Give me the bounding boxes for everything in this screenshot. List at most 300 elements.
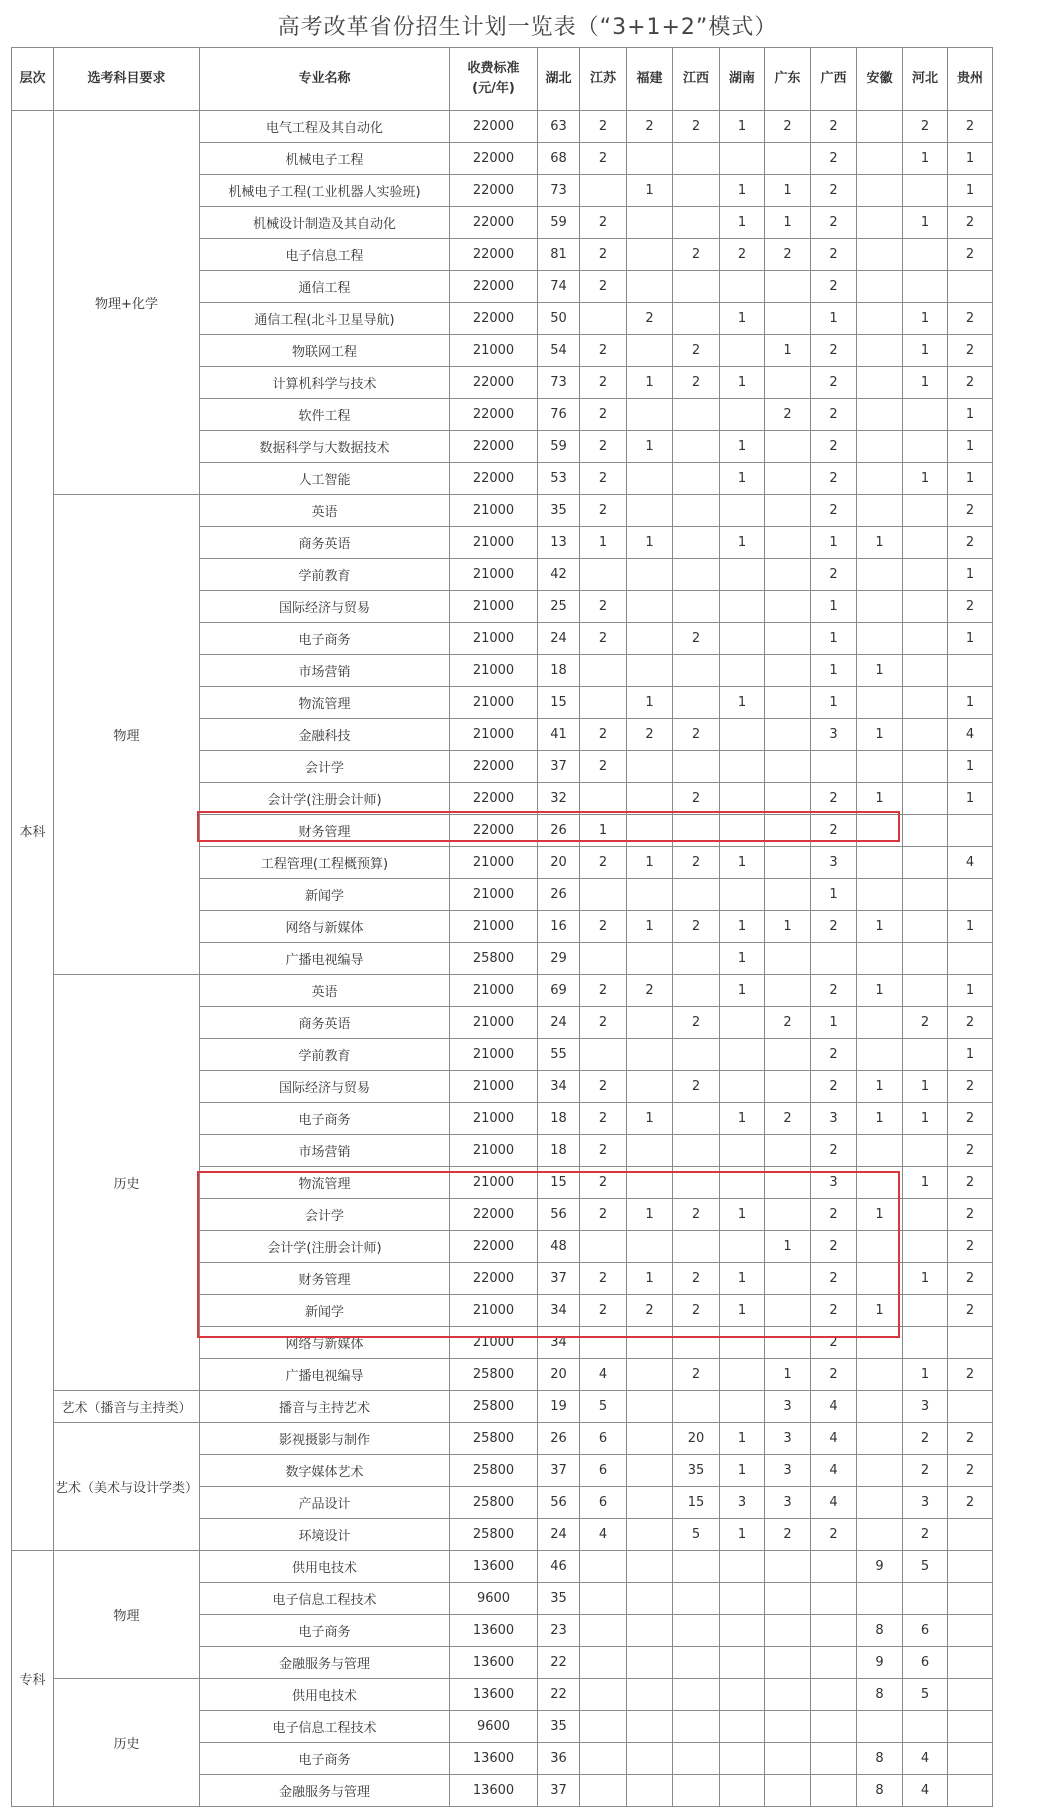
quota-cell: 1 bbox=[857, 911, 903, 943]
fee-cell: 22000 bbox=[450, 271, 538, 303]
quota-cell bbox=[673, 1231, 720, 1263]
quota-cell: 2 bbox=[811, 815, 857, 847]
quota-cell: 4 bbox=[580, 1359, 627, 1391]
quota-cell bbox=[720, 783, 765, 815]
quota-cell bbox=[765, 1167, 811, 1199]
quota-cell: 4 bbox=[948, 719, 993, 751]
major-name-cell: 网络与新媒体 bbox=[200, 1327, 450, 1359]
quota-cell: 2 bbox=[580, 1007, 627, 1039]
quota-cell bbox=[765, 1679, 811, 1711]
quota-cell bbox=[580, 1583, 627, 1615]
fee-cell: 13600 bbox=[450, 1647, 538, 1679]
quota-cell bbox=[580, 175, 627, 207]
quota-cell bbox=[720, 1647, 765, 1679]
quota-cell bbox=[765, 1551, 811, 1583]
quota-cell: 3 bbox=[811, 847, 857, 879]
quota-cell: 1 bbox=[765, 1231, 811, 1263]
major-name-cell: 金融科技 bbox=[200, 719, 450, 751]
header-province: 江苏 bbox=[580, 48, 627, 111]
major-name-cell: 商务英语 bbox=[200, 1007, 450, 1039]
quota-cell bbox=[948, 1711, 993, 1743]
quota-cell: 8 bbox=[857, 1743, 903, 1775]
quota-cell bbox=[857, 1487, 903, 1519]
quota-cell: 74 bbox=[538, 271, 580, 303]
quota-cell: 1 bbox=[903, 1359, 948, 1391]
quota-cell bbox=[903, 495, 948, 527]
quota-cell bbox=[765, 943, 811, 975]
major-name-cell: 电子信息工程技术 bbox=[200, 1711, 450, 1743]
quota-cell bbox=[857, 1167, 903, 1199]
quota-cell bbox=[627, 591, 673, 623]
fee-cell: 21000 bbox=[450, 495, 538, 527]
quota-cell: 1 bbox=[903, 367, 948, 399]
quota-cell: 2 bbox=[948, 1295, 993, 1327]
quota-cell: 2 bbox=[811, 495, 857, 527]
quota-cell: 2 bbox=[765, 1007, 811, 1039]
quota-cell: 8 bbox=[857, 1775, 903, 1807]
quota-cell bbox=[765, 1295, 811, 1327]
quota-cell: 2 bbox=[580, 1071, 627, 1103]
quota-cell: 1 bbox=[948, 143, 993, 175]
quota-cell bbox=[720, 1071, 765, 1103]
fee-cell: 21000 bbox=[450, 1327, 538, 1359]
quota-cell: 1 bbox=[720, 1199, 765, 1231]
quota-cell: 2 bbox=[948, 111, 993, 143]
subject-requirement-cell: 艺术（播音与主持类） bbox=[54, 1391, 200, 1423]
quota-cell: 2 bbox=[811, 463, 857, 495]
quota-cell: 35 bbox=[538, 495, 580, 527]
quota-cell bbox=[673, 1583, 720, 1615]
quota-cell: 2 bbox=[903, 1423, 948, 1455]
quota-cell: 2 bbox=[765, 399, 811, 431]
quota-cell: 2 bbox=[580, 1167, 627, 1199]
quota-cell: 15 bbox=[538, 687, 580, 719]
quota-cell bbox=[580, 1039, 627, 1071]
quota-cell bbox=[857, 1711, 903, 1743]
quota-cell bbox=[765, 1647, 811, 1679]
quota-cell: 1 bbox=[948, 559, 993, 591]
quota-cell bbox=[673, 943, 720, 975]
quota-cell: 3 bbox=[903, 1391, 948, 1423]
quota-cell bbox=[765, 591, 811, 623]
quota-cell bbox=[857, 463, 903, 495]
quota-cell bbox=[903, 1231, 948, 1263]
quota-cell bbox=[673, 1039, 720, 1071]
quota-cell bbox=[720, 719, 765, 751]
quota-cell: 1 bbox=[948, 751, 993, 783]
quota-cell bbox=[903, 175, 948, 207]
quota-cell: 81 bbox=[538, 239, 580, 271]
fee-cell: 21000 bbox=[450, 847, 538, 879]
quota-cell bbox=[720, 1583, 765, 1615]
major-name-cell: 软件工程 bbox=[200, 399, 450, 431]
fee-cell: 22000 bbox=[450, 303, 538, 335]
fee-cell: 13600 bbox=[450, 1615, 538, 1647]
major-name-cell: 会计学(注册会计师) bbox=[200, 783, 450, 815]
quota-cell: 5 bbox=[673, 1519, 720, 1551]
quota-cell: 1 bbox=[857, 1071, 903, 1103]
quota-cell: 1 bbox=[857, 527, 903, 559]
quota-cell: 1 bbox=[857, 1295, 903, 1327]
quota-cell: 2 bbox=[580, 975, 627, 1007]
quota-cell bbox=[765, 1615, 811, 1647]
quota-cell bbox=[765, 719, 811, 751]
quota-cell: 1 bbox=[627, 847, 673, 879]
quota-cell: 32 bbox=[538, 783, 580, 815]
quota-cell: 3 bbox=[811, 1167, 857, 1199]
quota-cell bbox=[857, 1583, 903, 1615]
quota-cell: 2 bbox=[903, 1519, 948, 1551]
quota-cell: 2 bbox=[811, 559, 857, 591]
major-name-cell: 会计学(注册会计师) bbox=[200, 1231, 450, 1263]
quota-cell: 2 bbox=[673, 719, 720, 751]
header-province: 福建 bbox=[627, 48, 673, 111]
major-name-cell: 工程管理(工程概预算) bbox=[200, 847, 450, 879]
quota-cell bbox=[948, 271, 993, 303]
quota-cell bbox=[765, 1711, 811, 1743]
quota-cell: 2 bbox=[948, 303, 993, 335]
fee-cell: 22000 bbox=[450, 1263, 538, 1295]
quota-cell: 1 bbox=[627, 1199, 673, 1231]
quota-cell bbox=[580, 655, 627, 687]
fee-cell: 13600 bbox=[450, 1775, 538, 1807]
quota-cell bbox=[673, 495, 720, 527]
fee-cell: 25800 bbox=[450, 1391, 538, 1423]
quota-cell bbox=[857, 367, 903, 399]
quota-cell: 37 bbox=[538, 1263, 580, 1295]
quota-cell: 20 bbox=[673, 1423, 720, 1455]
quota-cell bbox=[673, 271, 720, 303]
quota-cell: 1 bbox=[948, 1039, 993, 1071]
quota-cell bbox=[811, 1775, 857, 1807]
major-name-cell: 数据科学与大数据技术 bbox=[200, 431, 450, 463]
quota-cell bbox=[903, 1327, 948, 1359]
quota-cell: 2 bbox=[948, 335, 993, 367]
quota-cell bbox=[673, 591, 720, 623]
subject-requirement-cell: 物理+化学 bbox=[54, 111, 200, 495]
quota-cell bbox=[857, 1135, 903, 1167]
quota-cell: 2 bbox=[811, 975, 857, 1007]
quota-cell bbox=[857, 175, 903, 207]
quota-cell: 2 bbox=[811, 783, 857, 815]
quota-cell: 34 bbox=[538, 1327, 580, 1359]
fee-cell: 22000 bbox=[450, 463, 538, 495]
quota-cell bbox=[673, 655, 720, 687]
quota-cell: 54 bbox=[538, 335, 580, 367]
quota-cell: 42 bbox=[538, 559, 580, 591]
quota-cell: 2 bbox=[811, 367, 857, 399]
quota-cell: 1 bbox=[720, 1455, 765, 1487]
quota-cell: 2 bbox=[811, 111, 857, 143]
major-name-cell: 广播电视编导 bbox=[200, 1359, 450, 1391]
major-name-cell: 新闻学 bbox=[200, 1295, 450, 1327]
quota-cell: 3 bbox=[765, 1487, 811, 1519]
header-province: 安徽 bbox=[857, 48, 903, 111]
quota-cell: 36 bbox=[538, 1743, 580, 1775]
quota-cell: 2 bbox=[580, 751, 627, 783]
quota-cell bbox=[720, 559, 765, 591]
quota-cell: 1 bbox=[627, 175, 673, 207]
fee-cell: 9600 bbox=[450, 1711, 538, 1743]
fee-cell: 22000 bbox=[450, 1231, 538, 1263]
major-name-cell: 市场营销 bbox=[200, 1135, 450, 1167]
quota-cell: 2 bbox=[580, 111, 627, 143]
quota-cell bbox=[948, 879, 993, 911]
quota-cell: 63 bbox=[538, 111, 580, 143]
quota-cell: 2 bbox=[580, 623, 627, 655]
quota-cell bbox=[948, 655, 993, 687]
fee-cell: 21000 bbox=[450, 879, 538, 911]
major-name-cell: 网络与新媒体 bbox=[200, 911, 450, 943]
quota-cell: 1 bbox=[948, 687, 993, 719]
page-title: 高考改革省份招生计划一览表（“3+1+2”模式） bbox=[277, 15, 778, 40]
quota-cell: 1 bbox=[857, 719, 903, 751]
major-name-cell: 新闻学 bbox=[200, 879, 450, 911]
quota-cell bbox=[673, 399, 720, 431]
quota-cell bbox=[627, 879, 673, 911]
major-name-cell: 国际经济与贸易 bbox=[200, 591, 450, 623]
quota-cell: 1 bbox=[720, 1423, 765, 1455]
quota-cell: 24 bbox=[538, 1007, 580, 1039]
quota-cell bbox=[811, 943, 857, 975]
quota-cell bbox=[765, 783, 811, 815]
fee-cell: 25800 bbox=[450, 1519, 538, 1551]
quota-cell: 73 bbox=[538, 175, 580, 207]
quota-cell: 2 bbox=[627, 719, 673, 751]
quota-cell bbox=[673, 207, 720, 239]
quota-cell bbox=[720, 1615, 765, 1647]
quota-cell: 2 bbox=[580, 847, 627, 879]
quota-cell bbox=[857, 623, 903, 655]
major-name-cell: 通信工程 bbox=[200, 271, 450, 303]
quota-cell bbox=[765, 751, 811, 783]
major-name-cell: 物联网工程 bbox=[200, 335, 450, 367]
quota-cell bbox=[627, 1775, 673, 1807]
quota-cell bbox=[580, 1551, 627, 1583]
quota-cell: 56 bbox=[538, 1199, 580, 1231]
quota-cell bbox=[720, 623, 765, 655]
subject-requirement-cell: 物理 bbox=[54, 1551, 200, 1679]
quota-cell bbox=[720, 399, 765, 431]
quota-cell bbox=[903, 1135, 948, 1167]
quota-cell bbox=[627, 1487, 673, 1519]
quota-cell bbox=[673, 1711, 720, 1743]
quota-cell bbox=[903, 655, 948, 687]
quota-cell bbox=[673, 879, 720, 911]
fee-cell: 22000 bbox=[450, 175, 538, 207]
quota-cell bbox=[627, 335, 673, 367]
quota-cell bbox=[811, 1743, 857, 1775]
major-name-cell: 供用电技术 bbox=[200, 1679, 450, 1711]
quota-cell bbox=[580, 1647, 627, 1679]
quota-cell: 41 bbox=[538, 719, 580, 751]
quota-cell: 8 bbox=[857, 1679, 903, 1711]
quota-cell bbox=[857, 1263, 903, 1295]
quota-cell bbox=[903, 591, 948, 623]
quota-cell bbox=[627, 1583, 673, 1615]
quota-cell: 1 bbox=[903, 1103, 948, 1135]
quota-cell: 69 bbox=[538, 975, 580, 1007]
quota-cell: 1 bbox=[811, 687, 857, 719]
header-province: 贵州 bbox=[948, 48, 993, 111]
quota-cell: 2 bbox=[673, 911, 720, 943]
table-row bbox=[12, 111, 993, 143]
fee-cell: 22000 bbox=[450, 815, 538, 847]
quota-cell: 2 bbox=[811, 143, 857, 175]
quota-cell: 3 bbox=[811, 1103, 857, 1135]
quota-cell bbox=[673, 1103, 720, 1135]
major-name-cell: 英语 bbox=[200, 975, 450, 1007]
quota-cell: 26 bbox=[538, 815, 580, 847]
fee-cell: 21000 bbox=[450, 687, 538, 719]
quota-cell bbox=[627, 751, 673, 783]
quota-cell bbox=[580, 1615, 627, 1647]
quota-cell: 25 bbox=[538, 591, 580, 623]
major-name-cell: 电子信息工程技术 bbox=[200, 1583, 450, 1615]
quota-cell bbox=[903, 719, 948, 751]
quota-cell: 1 bbox=[765, 335, 811, 367]
quota-cell: 55 bbox=[538, 1039, 580, 1071]
quota-cell: 6 bbox=[903, 1615, 948, 1647]
quota-cell: 9 bbox=[857, 1647, 903, 1679]
fee-cell: 21000 bbox=[450, 1103, 538, 1135]
major-name-cell: 物流管理 bbox=[200, 687, 450, 719]
quota-cell bbox=[720, 591, 765, 623]
quota-cell bbox=[720, 751, 765, 783]
quota-cell bbox=[673, 1775, 720, 1807]
fee-cell: 22000 bbox=[450, 783, 538, 815]
quota-cell bbox=[903, 783, 948, 815]
major-name-cell: 商务英语 bbox=[200, 527, 450, 559]
major-name-cell: 产品设计 bbox=[200, 1487, 450, 1519]
quota-cell: 2 bbox=[903, 1455, 948, 1487]
quota-cell bbox=[948, 1647, 993, 1679]
quota-cell bbox=[627, 1327, 673, 1359]
fee-cell: 21000 bbox=[450, 1295, 538, 1327]
quota-cell bbox=[765, 687, 811, 719]
header-fee bbox=[450, 48, 538, 111]
quota-cell bbox=[857, 879, 903, 911]
quota-cell: 5 bbox=[580, 1391, 627, 1423]
fee-cell: 25800 bbox=[450, 1487, 538, 1519]
quota-cell: 1 bbox=[720, 1519, 765, 1551]
quota-cell bbox=[627, 1231, 673, 1263]
quota-cell: 1 bbox=[720, 303, 765, 335]
fee-cell: 13600 bbox=[450, 1551, 538, 1583]
quota-cell bbox=[857, 431, 903, 463]
quota-cell bbox=[673, 751, 720, 783]
quota-cell: 29 bbox=[538, 943, 580, 975]
quota-cell: 2 bbox=[811, 1359, 857, 1391]
quota-cell: 19 bbox=[538, 1391, 580, 1423]
fee-cell: 22000 bbox=[450, 431, 538, 463]
quota-cell bbox=[765, 1263, 811, 1295]
quota-cell bbox=[811, 1615, 857, 1647]
quota-cell: 50 bbox=[538, 303, 580, 335]
quota-cell bbox=[720, 1743, 765, 1775]
quota-cell: 2 bbox=[673, 335, 720, 367]
quota-cell bbox=[720, 655, 765, 687]
quota-cell: 1 bbox=[580, 527, 627, 559]
quota-cell: 1 bbox=[903, 1263, 948, 1295]
fee-cell: 21000 bbox=[450, 975, 538, 1007]
quota-cell bbox=[857, 207, 903, 239]
quota-cell: 16 bbox=[538, 911, 580, 943]
level-cell: 专科 bbox=[12, 1551, 54, 1807]
quota-cell bbox=[765, 431, 811, 463]
header-province: 湖北 bbox=[538, 48, 580, 111]
quota-cell: 2 bbox=[948, 1103, 993, 1135]
quota-cell bbox=[627, 399, 673, 431]
quota-cell bbox=[580, 1711, 627, 1743]
quota-cell bbox=[811, 1647, 857, 1679]
quota-cell: 2 bbox=[673, 1359, 720, 1391]
fee-cell: 25800 bbox=[450, 1455, 538, 1487]
quota-cell: 1 bbox=[903, 1071, 948, 1103]
quota-cell: 2 bbox=[627, 111, 673, 143]
quota-cell bbox=[857, 1391, 903, 1423]
quota-cell bbox=[811, 1711, 857, 1743]
quota-cell bbox=[857, 559, 903, 591]
quota-cell bbox=[673, 1327, 720, 1359]
quota-cell: 4 bbox=[903, 1775, 948, 1807]
header-level: 层次 bbox=[12, 48, 54, 111]
quota-cell bbox=[765, 1327, 811, 1359]
table-body bbox=[12, 111, 993, 1807]
quota-cell bbox=[903, 1039, 948, 1071]
quota-cell bbox=[580, 1231, 627, 1263]
quota-cell: 2 bbox=[580, 719, 627, 751]
quota-cell bbox=[627, 1359, 673, 1391]
quota-cell bbox=[765, 655, 811, 687]
quota-cell: 76 bbox=[538, 399, 580, 431]
quota-cell bbox=[903, 1199, 948, 1231]
quota-cell bbox=[720, 1327, 765, 1359]
quota-cell: 2 bbox=[673, 847, 720, 879]
quota-cell: 2 bbox=[811, 1199, 857, 1231]
major-name-cell: 财务管理 bbox=[200, 815, 450, 847]
quota-cell bbox=[627, 143, 673, 175]
quota-cell bbox=[903, 1583, 948, 1615]
quota-cell: 2 bbox=[811, 1039, 857, 1071]
quota-cell: 1 bbox=[627, 431, 673, 463]
quota-cell bbox=[627, 495, 673, 527]
quota-cell bbox=[765, 495, 811, 527]
fee-cell: 25800 bbox=[450, 1423, 538, 1455]
quota-cell bbox=[627, 1679, 673, 1711]
quota-cell: 2 bbox=[948, 1071, 993, 1103]
quota-cell bbox=[857, 687, 903, 719]
quota-cell bbox=[627, 1455, 673, 1487]
quota-cell bbox=[627, 655, 673, 687]
quota-cell: 2 bbox=[673, 623, 720, 655]
quota-cell: 2 bbox=[673, 783, 720, 815]
quota-cell: 1 bbox=[811, 303, 857, 335]
quota-cell bbox=[857, 1231, 903, 1263]
major-name-cell: 计算机科学与技术 bbox=[200, 367, 450, 399]
quota-cell: 9 bbox=[857, 1551, 903, 1583]
quota-cell: 1 bbox=[720, 975, 765, 1007]
quota-cell: 1 bbox=[720, 847, 765, 879]
quota-cell bbox=[673, 431, 720, 463]
quota-cell bbox=[580, 1743, 627, 1775]
fee-cell: 13600 bbox=[450, 1743, 538, 1775]
fee-cell: 21000 bbox=[450, 527, 538, 559]
quota-cell bbox=[627, 1391, 673, 1423]
quota-cell: 1 bbox=[765, 207, 811, 239]
major-name-cell: 电子商务 bbox=[200, 623, 450, 655]
quota-cell: 2 bbox=[580, 1135, 627, 1167]
